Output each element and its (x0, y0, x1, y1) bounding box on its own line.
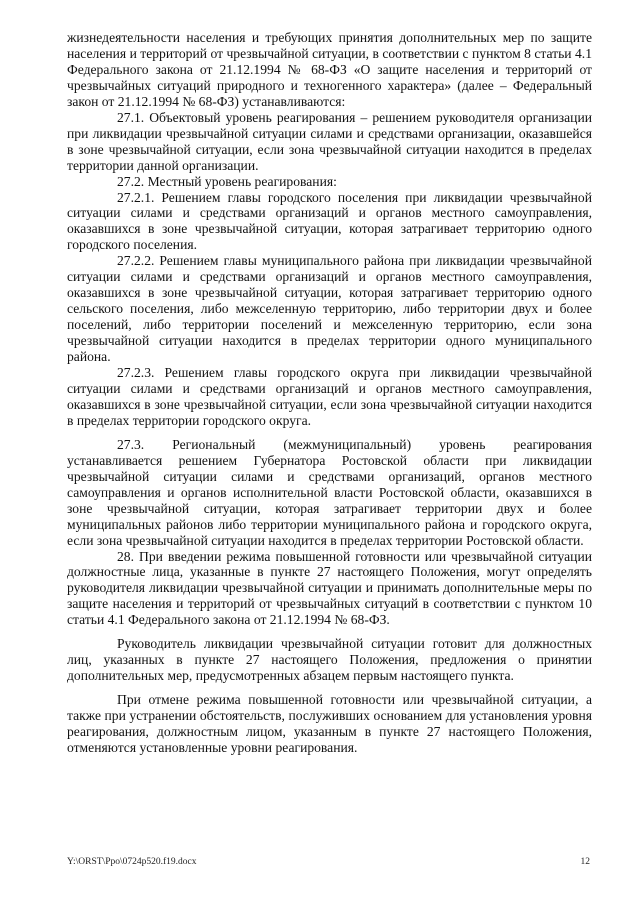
paragraph-27-2-2: 27.2.2. Решением главы муниципального района при ликвидации чрезвычайной ситуации силами и средствами организаций и органов местного самоуправления, оказавшихся в зоне чрезвычайной ситуации, которая затрагивает территорию одного сельского поселения, либо межселенную территорию, либо территории двух и более поселений, либо территории поселений и межселенную территорию, если зона чрезвычайной ситуации находится в пределах территории одного муниципального района. (67, 253, 592, 365)
paragraph-28-part-3: При отмене режима повышенной готовности или чрезвычайной ситуации, а также при устранении обстоятельств, послуживших основанием для установления уровня реагирования, должностным лицом, указанным в пункте 27 настоящего Положения, отменяются установленные уровни реагирования. (67, 692, 592, 755)
footer-file-path: Y:\ORST\Ppo\0724p520.f19.docx (67, 857, 197, 867)
paragraph-27-2-1: 27.2.1. Решением главы городского поселения при ликвидации чрезвычайной ситуации силами и средствами организаций и органов местного самоуправления, оказавшихся в зоне чрезвычайной ситуации, которая затрагивает территорию одного городского поселения. (67, 189, 592, 253)
page-number: 12 (580, 857, 590, 867)
page-footer (67, 855, 592, 869)
paragraph-28-part-2: Руководитель ликвидации чрезвычайной ситуации готовит для должностных лиц, указанных в пункте 27 настоящего Положения, предложения о принятии дополнительных мер, предусмотренных абзацем первым настоящего пункта. (67, 636, 592, 684)
paragraph-27-3: 27.3. Региональный (межмуниципальный) уровень реагирования устанавливается решением Губернатора Ростовской области при ликвидации чрезвычайной ситуации силами и средствами организаций, органов местного самоуправления и органов исполнительной власти Ростовской области, оказавшихся в зоне чрезвычайной ситуации, которая затрагивает территории двух и более муниципальных районов либо территории муниципального района и городского округа, если зона чрезвычайной ситуации находится в пределах территории Ростовской области. (67, 436, 592, 548)
paragraph-28: 28. При введении режима повышенной готовности или чрезвычайной ситуации должностные лица, указанные в пункте 27 настоящего Положения, могут определять руководителя ликвидации чрезвычайной ситуации и принимать дополнительные меры по защите населения и территорий от чрезвычайных ситуаций в соответствии с пунктом 10 статьи 4.1 Федерального закона от 21.12.1994 № 68-ФЗ. (67, 548, 592, 628)
paragraph-intro-continuation: жизнедеятельности населения и требующих принятия дополнительных мер по защите населения и территорий от чрезвычайной ситуации, в соответствии с пунктом 8 статьи 4.1 Федерального закона от 21.12.1994 № 68-ФЗ «О защите населения и территорий от чрезвычайных ситуаций природного и техногенного характера» (далее – Федеральный закон от 21.12.1994 № 68-ФЗ) устанавливаются: (67, 30, 592, 109)
paragraph-27-1: 27.1. Объектовый уровень реагирования – решением руководителя организации при ликвидации чрезвычайной ситуации силами и средствами организации, оказавшейся в зоне чрезвычайной ситуации, если зона чрезвычайной ситуации находится в пределах территории данной организации. (67, 109, 592, 173)
paragraph-27-2: 27.2. Местный уровень реагирования: (117, 173, 337, 189)
paragraph-27-2-3: 27.2.3. Решением главы городского округа при ликвидации чрезвычайной ситуации силами и средствами организаций и органов местного самоуправления, оказавшихся в зоне чрезвычайной ситуации, если зона чрезвычайной ситуации находится в пределах территории городского округа. (67, 365, 592, 428)
document-body (67, 30, 592, 756)
